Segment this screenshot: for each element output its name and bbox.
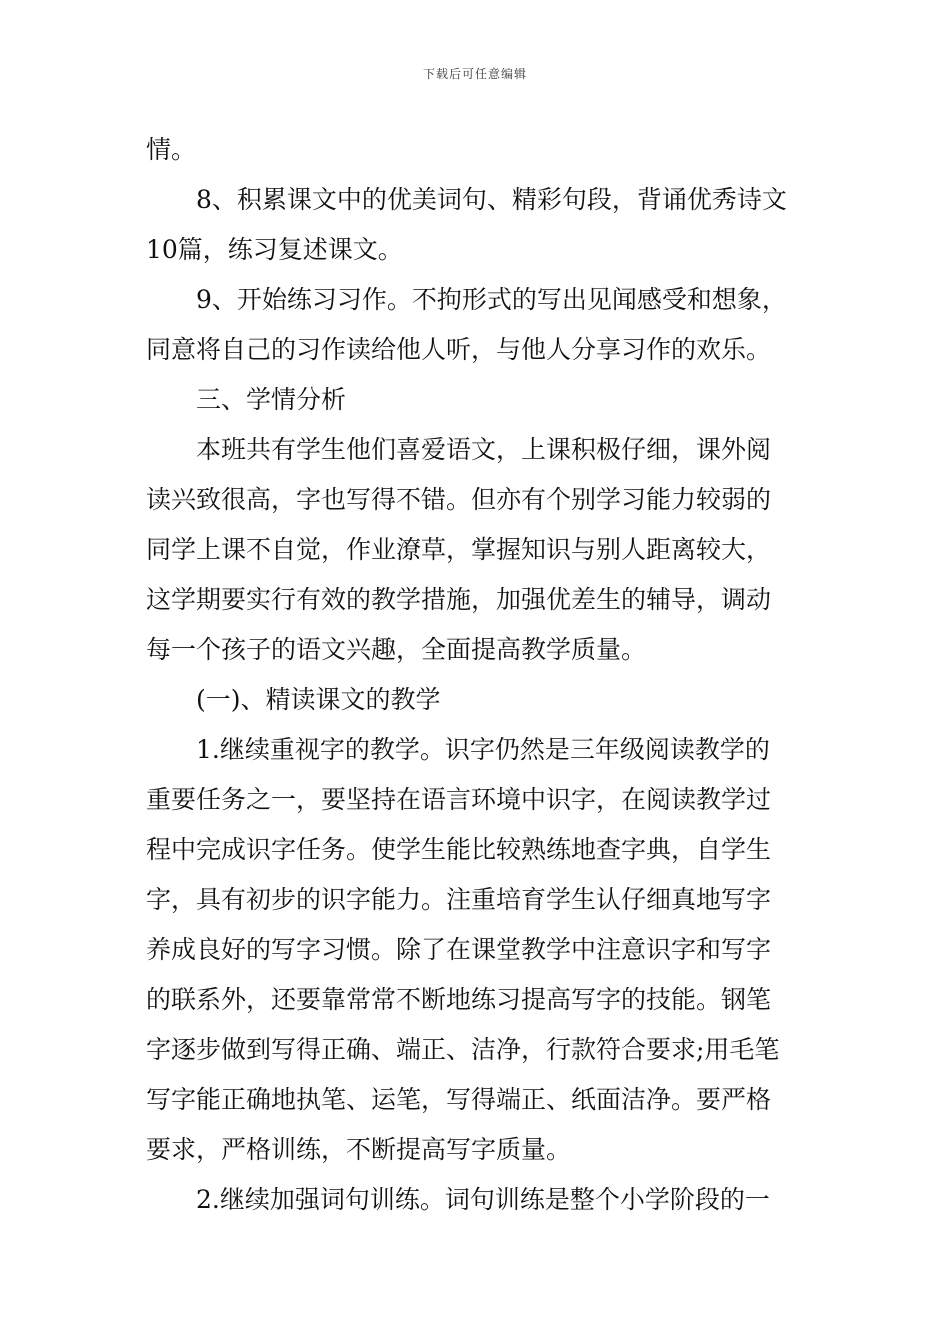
section-heading-student-analysis: 三、学情分析 [196,385,347,414]
text-line-3: 10篇，练习复述课文。 [146,235,403,264]
text-line-21: 要求，严格训练，不断提高写字质量。 [146,1135,572,1164]
text-line-13: 1.继续重视字的教学。识字仍然是三年级阅读教学的 [196,735,770,764]
page-header: 下载后可任意编辑 [422,67,527,81]
document-body [146,125,810,1225]
text-line-1: 情。 [146,135,197,164]
text-line-9: 同学上课不自觉，作业潦草，掌握知识与别人距离较大， [146,535,772,564]
text-line-16: 字，具有初步的识字能力。注重培育学生认仔细真地写字 [146,885,772,914]
text-line-10: 这学期要实行有效的教学措施，加强优差生的辅导，调动 [146,585,772,614]
text-line-19: 字逐步做到写得正确、端正、洁净，行款符合要求;用毛笔 [146,1035,780,1064]
text-line-2: 8、积累课文中的优美词句、精彩句段，背诵优秀诗文 [196,185,787,214]
text-line-5: 同意将自己的习作读给他人听，与他人分享习作的欢乐。 [146,335,772,364]
text-line-17: 养成良好的写字习惯。除了在课堂教学中注意识字和写字 [146,935,772,964]
text-line-11: 每一个孩子的语文兴趣，全面提高教学质量。 [146,635,647,664]
text-line-8: 读兴致很高，字也写得不错。但亦有个别学习能力较弱的 [146,485,772,514]
text-line-7: 本班共有学生他们喜爱语文，上课积极仔细，课外阅 [196,435,772,464]
text-line-22: 2.继续加强词句训练。词句训练是整个小学阶段的一 [196,1185,770,1214]
text-line-15: 程中完成识字任务。使学生能比较熟练地查字典，自学生 [146,835,772,864]
text-line-18: 的联系外，还要靠常常不断地练习提高写字的技能。钢笔 [146,985,772,1014]
text-line-4: 9、开始练习习作。不拘形式的写出见闻感受和想象， [196,285,787,314]
text-line-20: 写字能正确地执笔、运笔，写得端正、纸面洁净。要严格 [146,1085,772,1114]
subsection-heading-intensive-reading: (一)、精读课文的教学 [196,685,441,714]
text-line-14: 重要任务之一，要坚持在语言环境中识字，在阅读教学过 [146,785,772,814]
